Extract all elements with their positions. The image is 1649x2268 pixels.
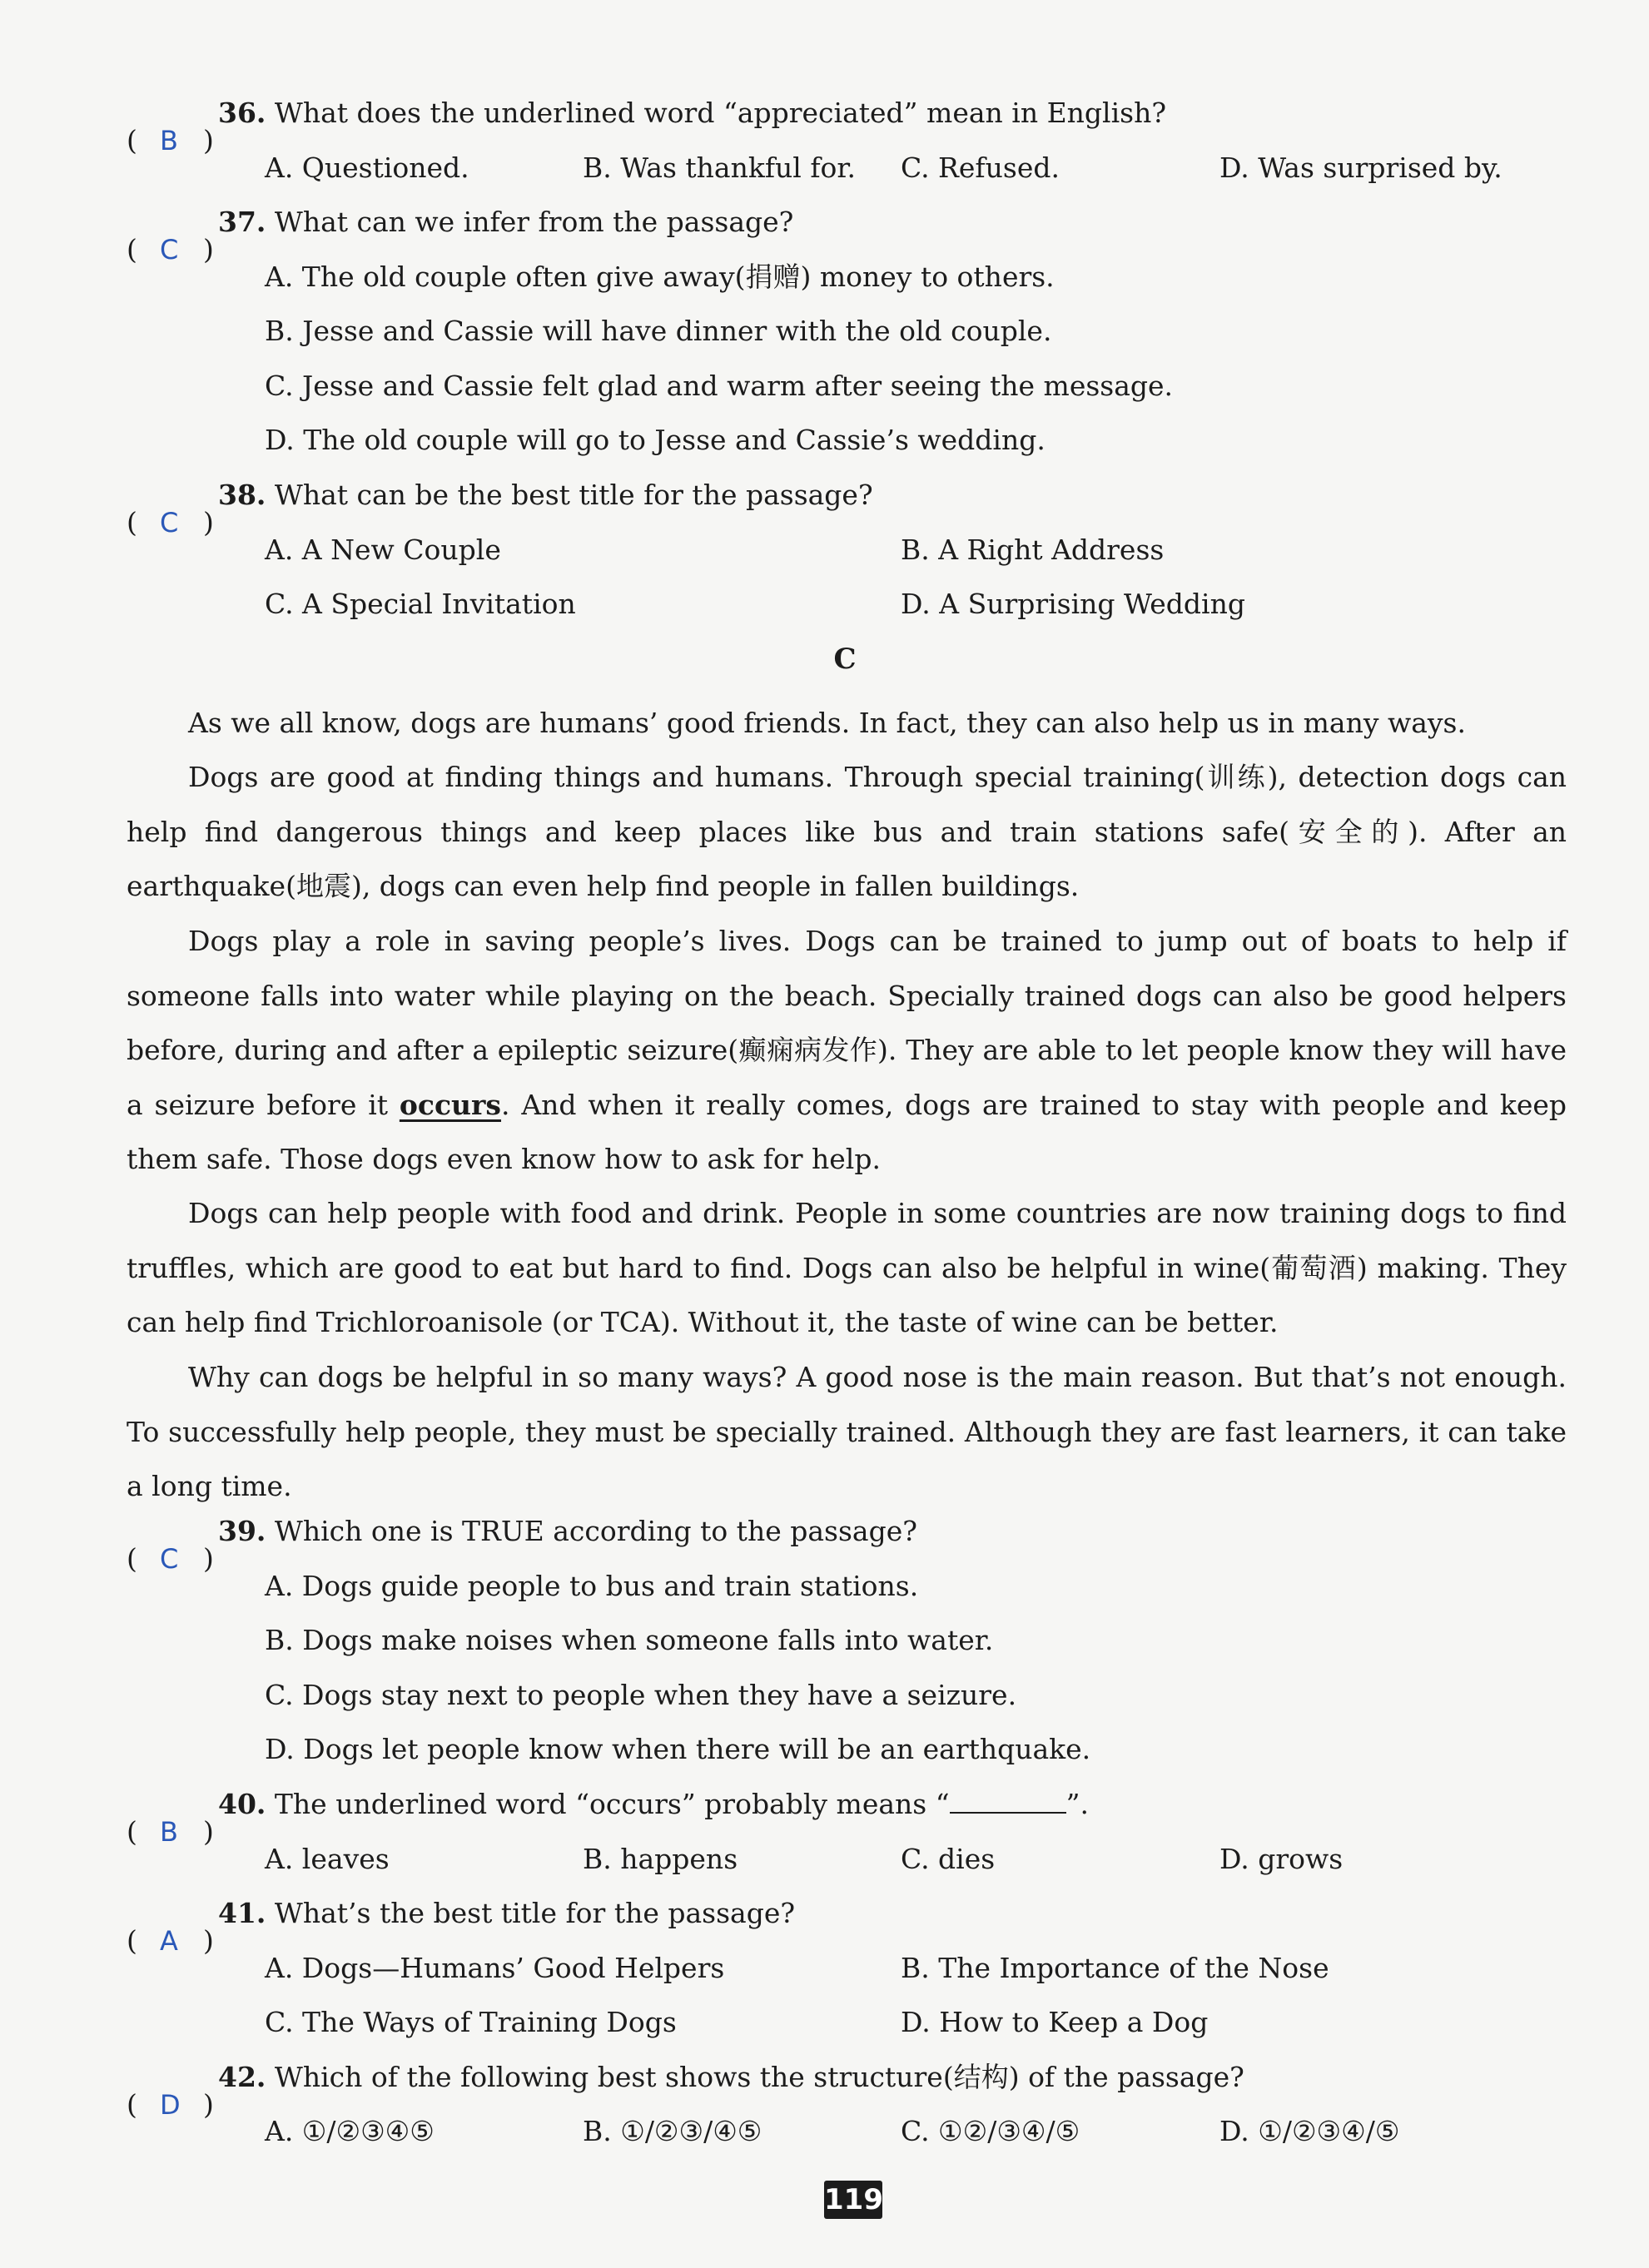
question-37: ( C ) 37. What can we infer from the passage? (127, 204, 793, 241)
question-36: ( B ) 36. What does the underlined word “appreciated” mean in English? (127, 95, 1166, 132)
answer-blank (950, 1787, 1066, 1814)
passage-paragraph-2: Dogs are good at finding things and humans. Through special training(训练), detection dogs can help find dangerous things and keep places like bus and train stations safe(安全的). After an earthquake(地震), dogs can even help find people in fallen buildings. (127, 761, 1567, 902)
question-number: 41. (218, 1897, 266, 1929)
option-b: B. ①/②③/④⑤ (583, 2115, 762, 2147)
option-b: B. Was thankful for. (583, 151, 857, 184)
question-number: 39. (218, 1515, 266, 1547)
option-c: C. ①②/③④/⑤ (901, 2115, 1080, 2147)
option-c: C. A Special Invitation (265, 588, 576, 620)
question-text: The underlined word “occurs” probably means “ (274, 1788, 950, 1820)
page-number: 119 (824, 2181, 882, 2219)
question-42: ( D ) 42. Which of the following best shows the structure(结构) of the passage? (127, 2059, 1244, 2096)
section-title: C (833, 643, 857, 676)
option-a: A. A New Couple (265, 534, 501, 566)
option-b: B. Dogs make noises when someone falls into water. (265, 1624, 994, 1656)
option-a: A. The old couple often give away(捐赠) money to others. (265, 261, 1055, 293)
question-40: ( B ) 40. The underlined word “occurs” probably means “ ”. (127, 1786, 1089, 1823)
answer-letter: C (160, 1543, 179, 1575)
option-d: D. How to Keep a Dog (901, 2006, 1209, 2038)
option-c: C. The Ways of Training Dogs (265, 2006, 677, 2038)
option-d: D. Dogs let people know when there will be an earthquake. (265, 1733, 1091, 1765)
passage-paragraph-1: As we all know, dogs are humans’ good friends. In fact, they can also help us in many ways. (188, 707, 1466, 739)
underlined-word: occurs (399, 1088, 502, 1121)
option-d: D. grows (1219, 1843, 1344, 1875)
answer-letter: C (160, 507, 179, 538)
passage-paragraph-3: Dogs play a role in saving people’s lives. Dogs can be trained to jump out of boats to help if someone falls into water while playing on the beach. Specially trained dogs can also be good helpers before, during and after a epileptic seizure(癫痫病发作). They are able to let people know they will have a seizure before it occurs. And when it really comes, dogs are trained to stay with people and keep them safe. Those dogs even know how to ask for help. (127, 925, 1567, 1175)
answer-letter: C (160, 234, 179, 266)
answer-letter: A (160, 1925, 178, 1957)
option-a: A. ①/②③④⑤ (265, 2115, 435, 2147)
passage-paragraph-4: Dogs can help people with food and drink. People in some countries are now training dogs to find truffles, which are good to eat but hard to find. Dogs can also be helpful in wine(葡萄酒) making. They can help find Trichloroanisole (or TCA). Without it, the taste of wine can be better. (127, 1197, 1567, 1338)
option-d: D. A Surprising Wedding (901, 588, 1245, 620)
option-a: A. Questioned. (265, 151, 469, 184)
option-d: D. The old couple will go to Jesse and Cassie’s wedding. (265, 424, 1046, 456)
passage-paragraph-5: Why can dogs be helpful in so many ways? A good nose is the main reason. But that’s not enough. To successfully help people, they must be specially trained. Although they are fast learners, it can take a long time. (127, 1361, 1567, 1502)
option-c: C. Jesse and Cassie felt glad and warm after seeing the message. (265, 370, 1174, 402)
option-b: B. Jesse and Cassie will have dinner with the old couple. (265, 315, 1052, 347)
option-c: C. Refused. (901, 151, 1060, 184)
question-41: ( A ) 41. What’s the best title for the passage? (127, 1895, 795, 1932)
question-text: Which of the following best shows the structure(结构) of the passage? (274, 2061, 1244, 2093)
answer-letter: B (160, 125, 178, 156)
option-b: B. The Importance of the Nose (901, 1952, 1329, 1984)
question-text: What does the underlined word “appreciated” mean in English? (274, 97, 1167, 129)
question-number: 40. (218, 1788, 266, 1820)
option-b: B. happens (583, 1843, 738, 1875)
option-a: A. Dogs guide people to bus and train stations. (265, 1570, 919, 1602)
question-text: Which one is TRUE according to the passage? (274, 1515, 917, 1547)
option-d: D. Was surprised by. (1219, 151, 1502, 184)
question-38: ( C ) 38. What can be the best title for the passage? (127, 477, 873, 514)
option-c: C. dies (901, 1843, 996, 1875)
question-text: What can we infer from the passage? (274, 206, 794, 238)
option-d: D. ①/②③④/⑤ (1219, 2115, 1400, 2147)
question-number: 36. (218, 97, 266, 129)
option-a: A. leaves (265, 1843, 390, 1875)
question-number: 42. (218, 2061, 266, 2093)
option-a: A. Dogs—Humans’ Good Helpers (265, 1952, 725, 1984)
option-c: C. Dogs stay next to people when they have a seizure. (265, 1679, 1017, 1711)
answer-letter: B (160, 1816, 178, 1848)
question-text: What can be the best title for the passage? (274, 479, 873, 511)
question-number: 37. (218, 206, 266, 238)
answer-letter: D (160, 2089, 181, 2121)
question-39: ( C ) 39. Which one is TRUE according to the passage? (127, 1513, 917, 1550)
question-number: 38. (218, 479, 266, 511)
question-text: What’s the best title for the passage? (274, 1897, 796, 1929)
option-b: B. A Right Address (901, 534, 1165, 566)
